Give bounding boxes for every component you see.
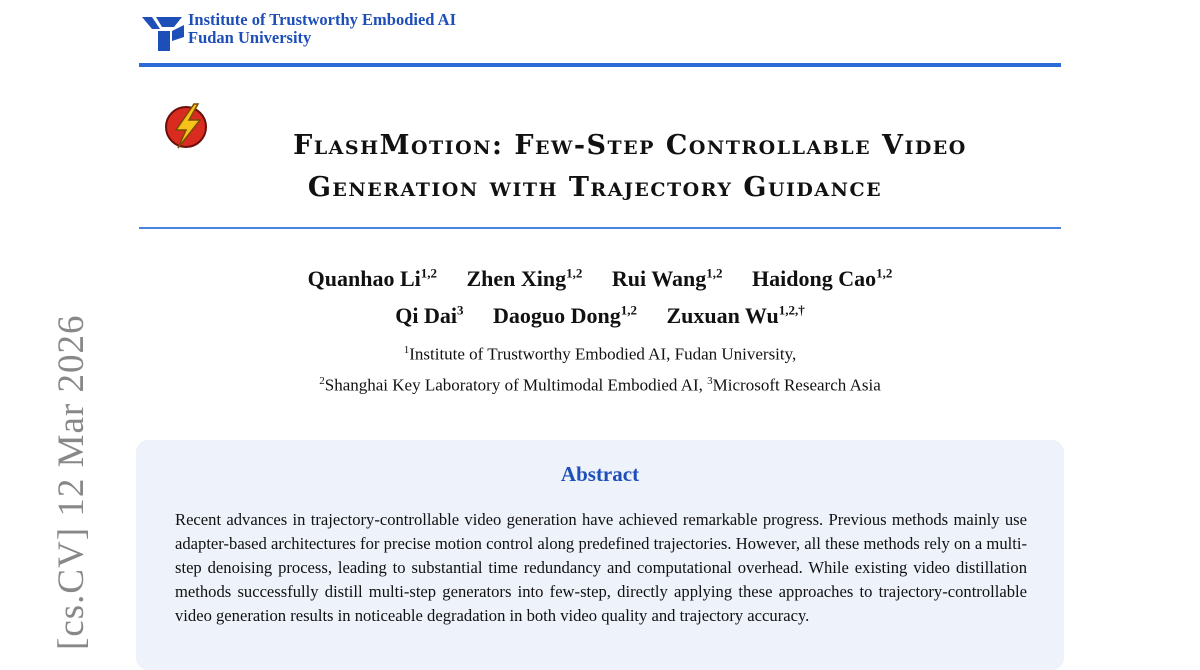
title-line1: FlashMotion: Few-Step Controllable Video [293, 130, 967, 161]
affiliation-sup: 2 [319, 374, 325, 387]
author [666, 303, 804, 328]
author-row-1 [139, 258, 1061, 294]
institute-line2: Fudan University [188, 28, 312, 47]
affiliation-text: Microsoft Research Asia [712, 375, 881, 395]
author-affil-sup: 1,2,† [778, 302, 805, 318]
author-affil-sup: 1,2 [420, 266, 437, 281]
institute-line1: Institute of Trustworthy Embodied AI [188, 10, 457, 29]
title-rule [139, 227, 1061, 229]
author [308, 266, 437, 291]
author-affil-sup: 1,2 [706, 266, 723, 281]
author-list [139, 258, 1061, 331]
author-name: Qi Dai [395, 302, 457, 328]
paper-title [220, 125, 1040, 209]
author-affil-sup: 1,2 [620, 302, 637, 318]
institute-name [188, 11, 456, 47]
institute-logo-icon [140, 13, 184, 53]
affiliation-sup: 1 [403, 344, 410, 356]
author-name: Rui Wang [611, 266, 707, 292]
lightning-bolt-icon [164, 100, 214, 150]
abstract-heading: Abstract [560, 462, 640, 486]
abstract-body: Recent advances in trajectory-controllable video generation have achieved remarkable progress. Previous methods mainly use adapter-based architectures for precise motion control along predefined trajectories. However, all these methods rely on a multi-step denoising process, leading to substantial time redundancy and computational overhead. While existing video distillation methods successfully distill multi-step generators into few-step, directly applying these approaches to trajectory-controllable video generation results in noticeable degradation in both video quality and trajectory accuracy. [175, 510, 1027, 625]
arxiv-stamp: [cs.CV] 12 Mar 2026 [51, 314, 92, 650]
author-name: Quanhao Li [307, 266, 421, 292]
author [395, 303, 463, 328]
institute-header [139, 10, 1061, 68]
author [467, 266, 583, 291]
author-name: Daoguo Dong [492, 302, 621, 328]
author-affil-sup: 1,2 [876, 266, 893, 281]
author-name: Zuxuan Wu [666, 302, 779, 328]
author-affil-sup: 3 [456, 302, 464, 318]
affiliation-sup: 3 [707, 374, 713, 387]
author-name: Zhen Xing [466, 266, 567, 292]
affiliation-text: Institute of Trustworthy Embodied AI, Fudan University, [409, 344, 797, 364]
title-line2: Generation with Trajectory Guidance [307, 172, 883, 203]
author-affil-sup: 1,2 [566, 266, 583, 281]
affiliation-line1 [139, 337, 1061, 368]
author [612, 266, 723, 291]
affiliation-line2 [139, 368, 1061, 399]
author [493, 303, 637, 328]
header-rule [139, 63, 1061, 67]
affiliation-text: Shanghai Key Laboratory of Multimodal Embodied AI, [324, 375, 703, 395]
affiliations [139, 337, 1061, 398]
author-row-2 [139, 294, 1061, 330]
author-name: Haidong Cao [752, 266, 877, 292]
author [752, 266, 892, 291]
